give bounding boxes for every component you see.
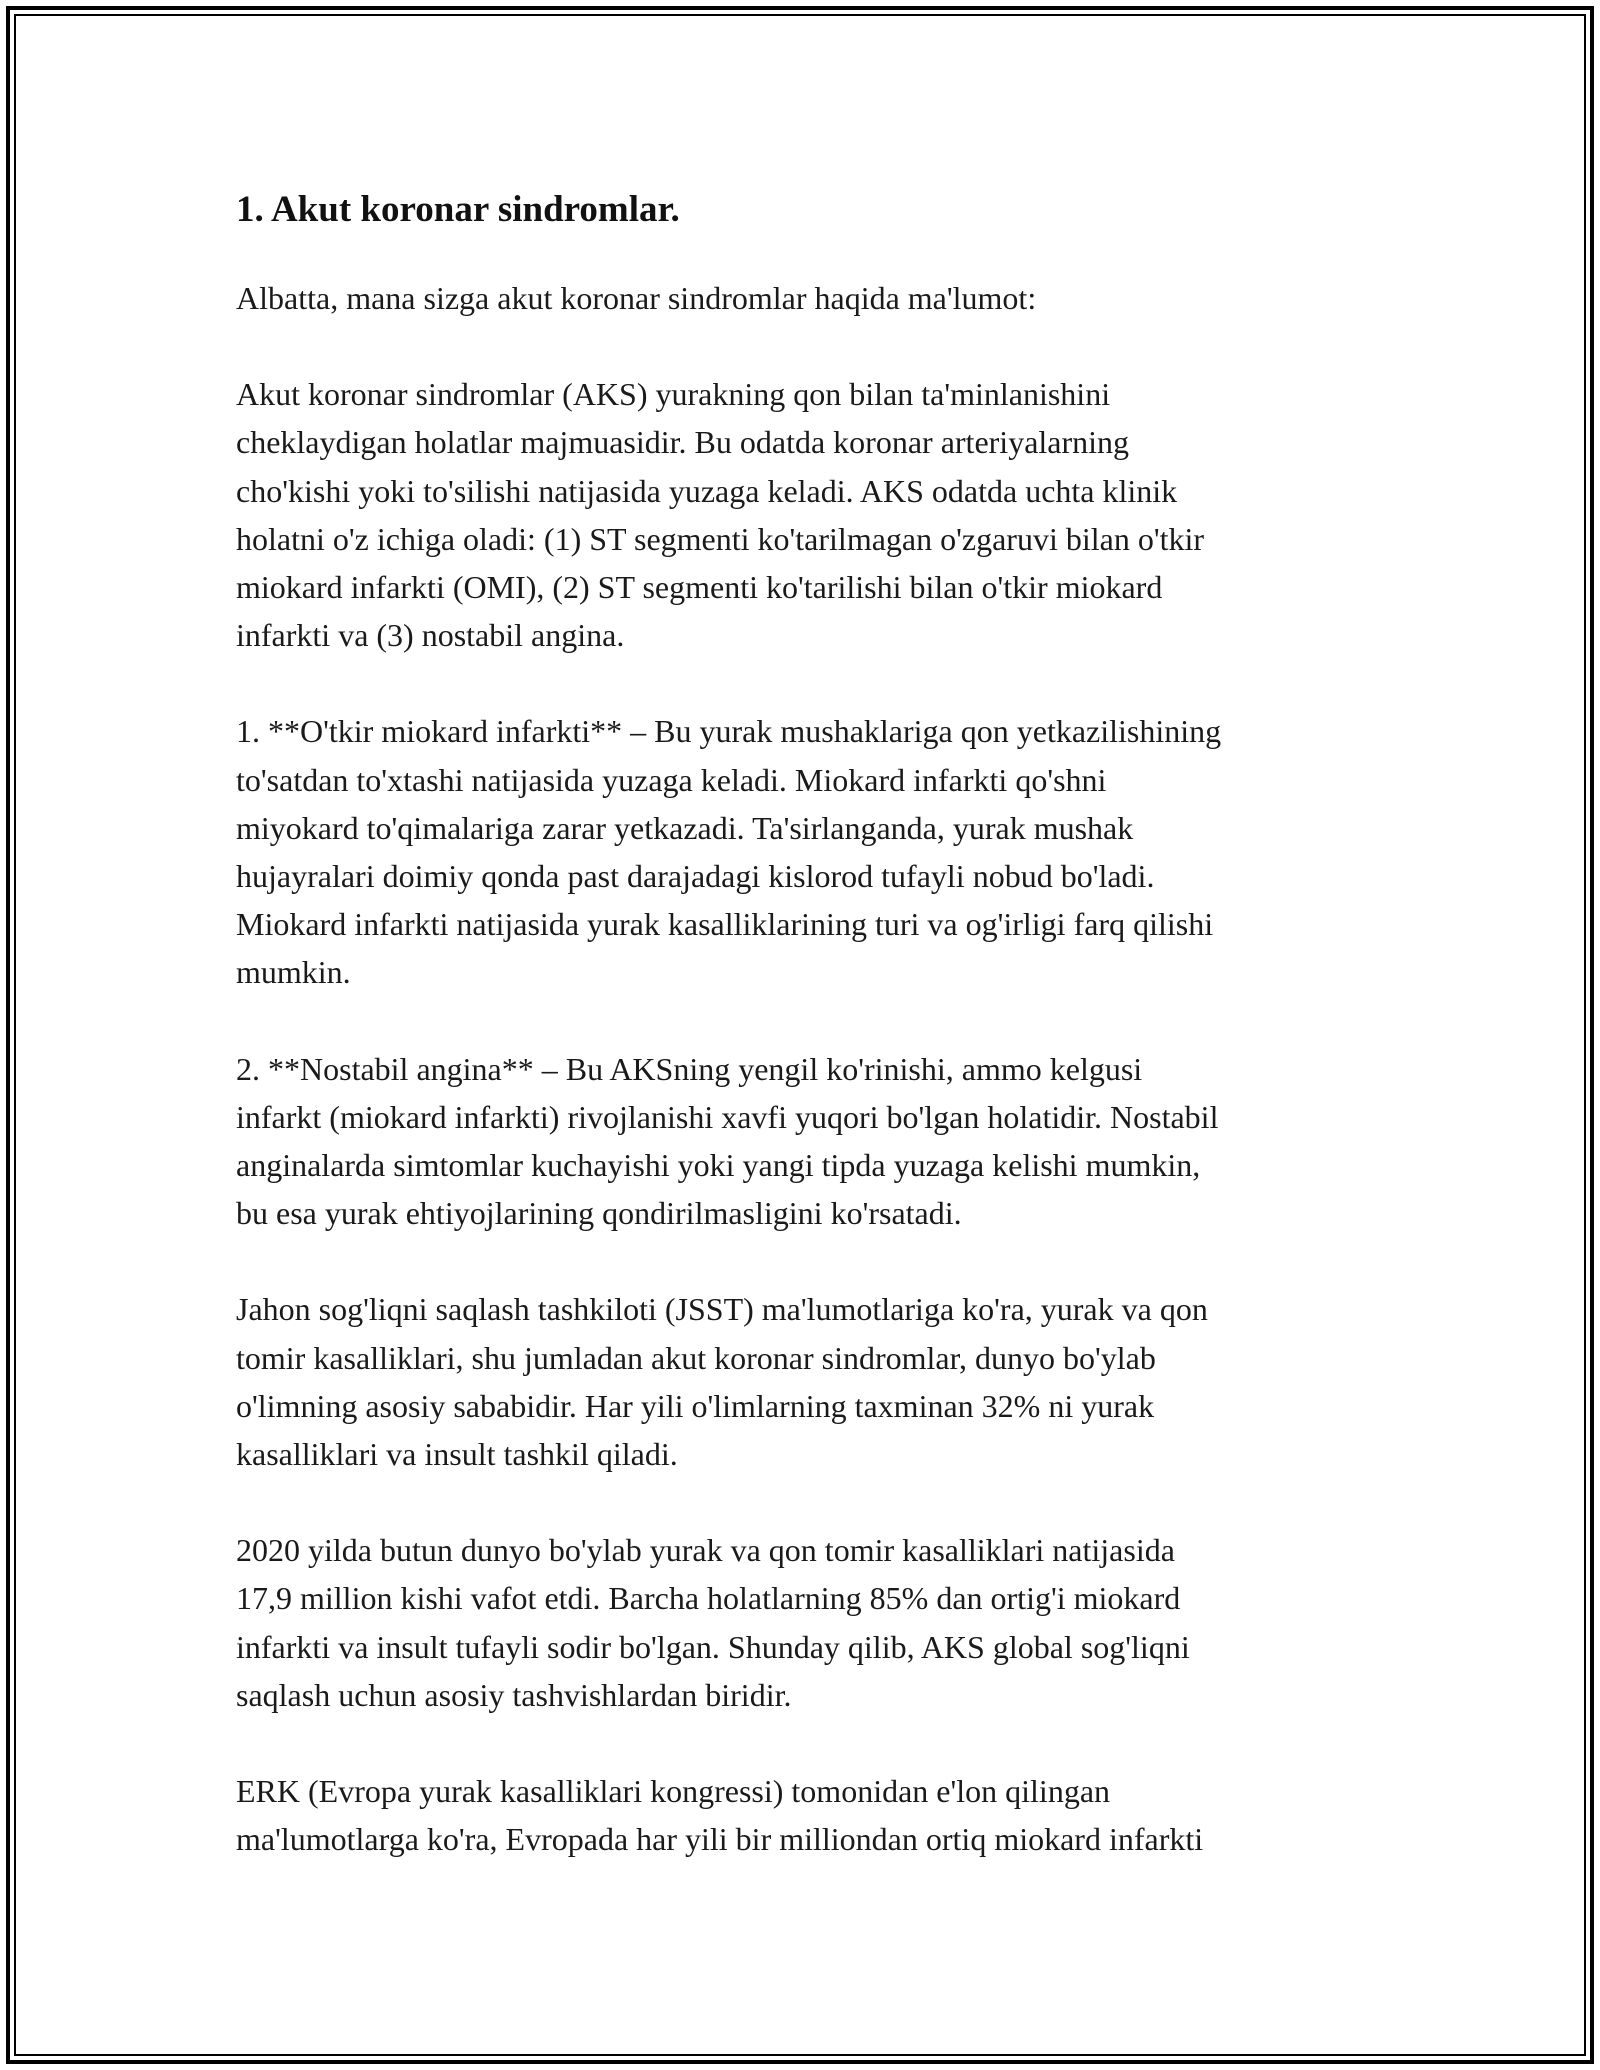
definition-paragraph: Akut koronar sindromlar (AKS) yurakning qon bilan ta'minlanishini cheklaydigan holatlar majmuasidir. Bu odatda koronar arteriyalarning cho'kishi yoki to'silishi natijasida yuzaga keladi. AKS odatda uchta klinik holatni o'z ichiga oladi: (1) ST segmenti ko'tarilmagan o'zgaruvi bilan o'tkir miokard infarkti (OMI), (2) ST segmenti ko'tarilishi bilan o'tkir miokard infarkti va (3) nostabil angina.: [236, 376, 1205, 654]
unstable-angina-paragraph: 2. **Nostabil angina** – Bu AKSning yengil ko'rinishi, ammo kelgusi infarkt (miokard infarkti) rivojlanishi xavfi yuqori bo'lgan holatidir. Nostabil anginalarda simtomlar kuchayishi yoki yangi tipda yuzaga kelishi mumkin, bu esa yurak ehtiyojlarining qondirilmasligini ko'rsatadi.: [236, 1050, 1219, 1232]
erk-paragraph: ERK (Evropa yurak kasalliklari kongressi) tomonidan e'lon qilingan ma'lumotlarga ko'ra, Evropada har yili bir milliondan ortiq miokard infarkti: [236, 1773, 1204, 1858]
global-statistics-paragraph: 2020 yilda butun dunyo bo'ylab yurak va qon tomir kasalliklari natijasida 17,9 million kishi vafot etdi. Barcha holatlarning 85% dan ortig'i miokard infarkti va insult tufayli sodir bo'lgan. Shunday qilib, AKS global sog'liqni saqlash uchun asosiy tashvishlardan biridir.: [236, 1532, 1190, 1713]
myocardial-infarction-paragraph: 1. **O'tkir miokard infarkti** – Bu yurak mushaklariga qon yetkazilishining to'satdan to'xtashi natijasida yuzaga keladi. Miokard infarkti qo'shni miyokard to'qimalariga zarar yetkazadi. Ta'sirlanganda, yurak mushak hujayralari doimiy qonda past darajadagi kislorod tufayli nobud bo'ladi. Miokard infarkti natijasida yurak kasalliklarining turi va og'irligi farq qilishi mumkin.: [236, 713, 1222, 991]
intro-paragraph: Albatta, mana sizga akut koronar sindromlar haqida ma'lumot:: [236, 280, 1037, 316]
who-statistics-paragraph: Jahon sog'liqni saqlash tashkiloti (JSST) ma'lumotlariga ko'ra, yurak va qon tomir kasalliklari, shu jumladan akut koronar sindromlar, dunyo bo'ylab o'limning asosiy sababidir. Har yili o'limlarning taxminan 32% ni yurak kasalliklari va insult tashkil qiladi.: [236, 1291, 1208, 1473]
section-heading: 1. Akut koronar sindromlar.: [236, 189, 680, 230]
document-body: [236, 186, 1376, 1911]
